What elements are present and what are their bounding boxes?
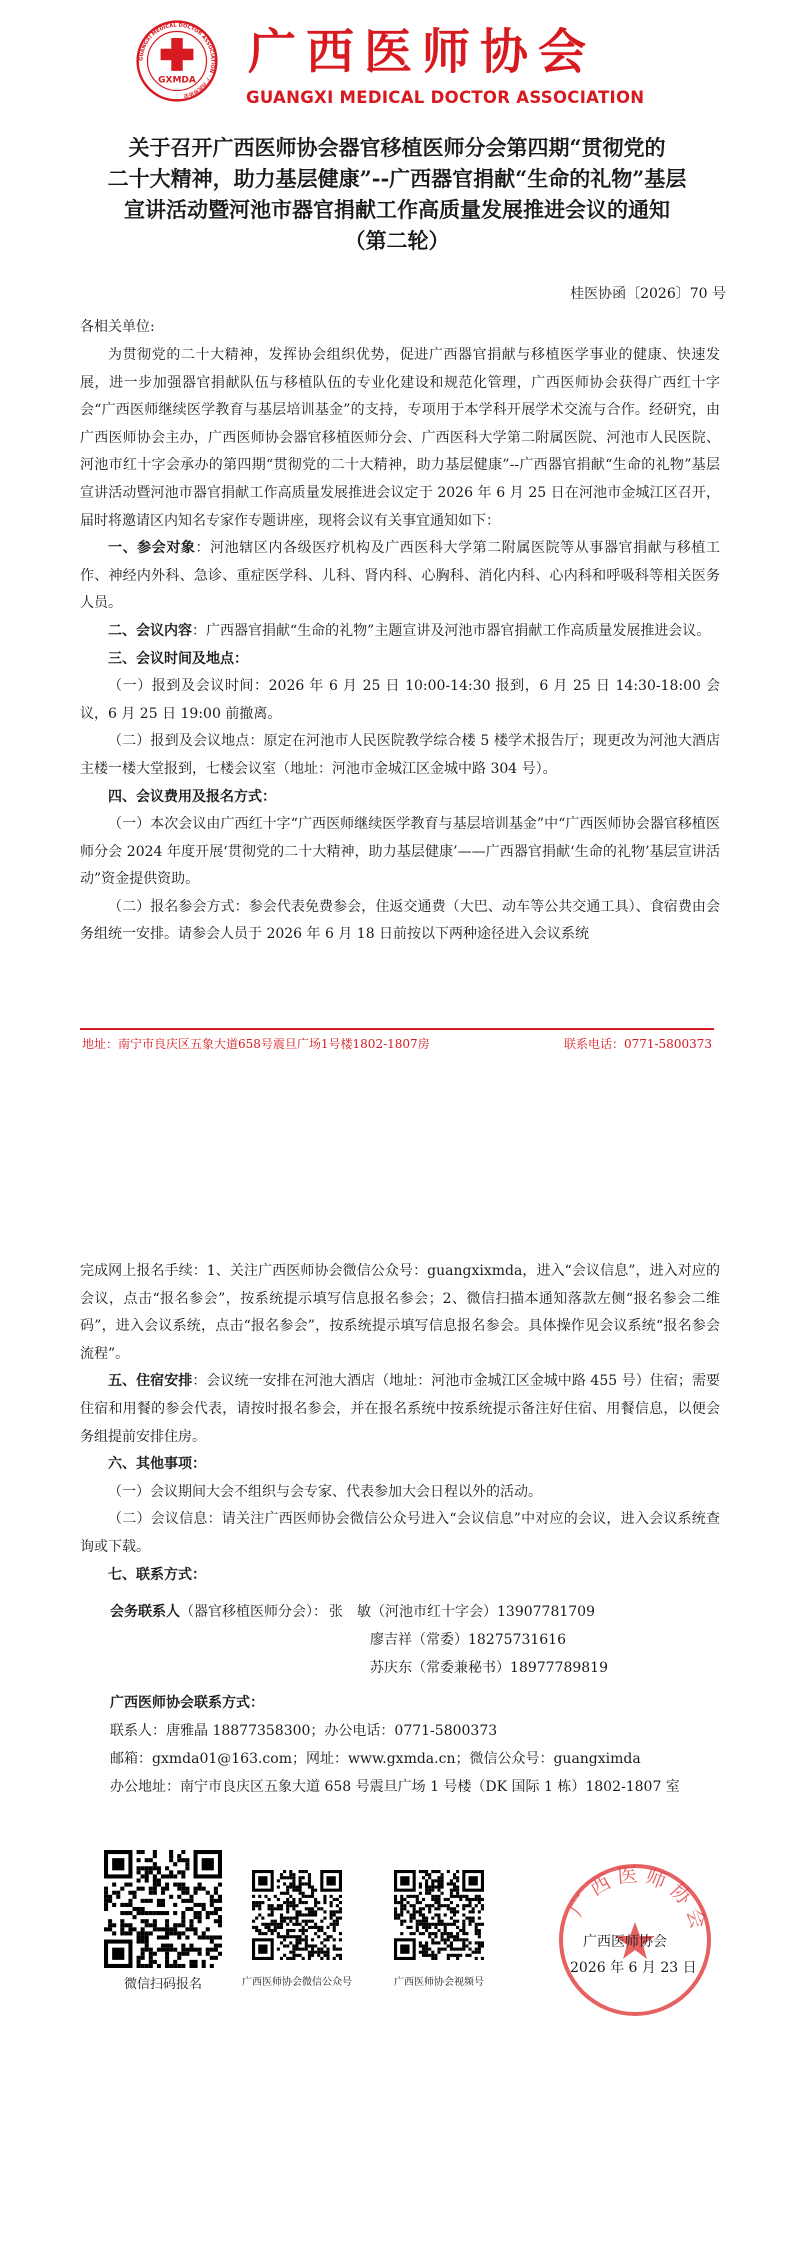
title-line: 宣讲活动暨河池市器官捐献工作高质量发展推进会议的通知 [124,197,670,222]
wechat-official-qr-icon[interactable] [252,1870,342,1960]
title-line: （第二轮） [344,228,450,253]
org-name-en: GUANGXI MEDICAL DOCTOR ASSOCIATION [246,88,645,107]
footer-divider [80,1028,714,1030]
section-time-place-heading: 三、会议时间及地点： [108,650,248,667]
notice-body [80,342,720,949]
assoc-address: 办公地址：南宁市良庆区五象大道 658 号震旦广场 1 号楼（DK 国际 1 栋）1802-1807 室 [110,1779,680,1795]
section-accommodation: 五、住宿安排：会议统一安排在河池大酒店（地址：河池市金城江区金城中路 455 号）住宿；需要住宿和用餐的参会代表，请按时报名参会，并在报名系统中按系统提示备注好住宿、用餐信息，以便会务组提前安排住房。 [80,1373,720,1445]
section-other-2: （二）会议信息：请关注广西医师协会微信公众号进入“会议信息”中对应的会议，进入会议系统查询或下载。 [80,1511,720,1555]
svg-text:GXMDA: GXMDA [158,75,196,86]
assoc-person: 联系人：唐雅晶 18877358300；办公电话：0771-5800373 [110,1723,498,1739]
signature-org: 广西医师协会 [583,1934,667,1950]
document-page-2 [0,1075,794,2244]
document-title [60,132,734,256]
letterhead [130,14,690,114]
affairs-label: 会务联系人 [110,1604,180,1620]
qr-caption: 微信扫码报名 [123,1977,202,1992]
svg-text:广西医师协会: 广西医师协会 [564,1862,713,1938]
footer-address: 地址：南宁市良庆区五象大道658号震旦广场1号楼1802-1807房 [82,1037,430,1051]
document-page-1 [0,0,794,1075]
section-place: （二）报到及会议地点：原定在河池市人民医院教学综合楼 5 楼学术报告厅；现更改为河池大酒店主楼一楼大堂报到，七楼会议室（地址：河池市金城江区金城中路 304 号）。 [80,733,720,777]
registration-continued: 完成网上报名手续：1、关注广西医师协会微信公众号：guangxixmda，进入“会议信息”，进入对应的会议，点击“报名参会”，按系统提示填写信息报名参会；2、微信扫描本通知落款左侧“报名参会二维码”，进入会议系统，点击“报名参会”，按系统提示填写信息报名参会。具体操作见会议系统“报名参会流程”。 [80,1263,720,1362]
title-line: 二十大精神，助力基层健康”--广西器官捐献“生命的礼物”基层 [107,166,687,191]
assoc-contact-label: 广西医师协会联系方式： [110,1695,264,1711]
section-content: 二、会议内容：广西器官捐献“生命的礼物”主题宣讲及河池市器官捐献工作高质量发展推进会议。 [108,622,711,639]
section-contact-heading: 七、联系方式： [108,1566,206,1583]
title-line: 关于召开广西医师协会器官移植医师分会第四期“贯彻党的 [128,135,666,160]
contact-liao: 廖吉祥（常委）18275731616 [370,1632,566,1648]
contact-zhang: 张 敏（河池市红十字会）13907781709 [329,1604,595,1620]
notice-body-continued [80,1258,720,1589]
signature-date: 2026 年 6 月 23 日 [570,1960,697,1976]
section-other-1: （一）会议期间大会不组织与会专家、代表参加大会日程以外的活动。 [108,1483,542,1500]
intro-paragraph: 为贯彻党的二十大精神，发挥协会组织优势，促进广西器官捐献与移植医学事业的健康、快速发展，进一步加强器官捐献队伍与移植队伍的专业化建设和规范化管理，广西医师协会获得广西红十字会“广西医师继续医学教育与基层培训基金”的支持，专项用于本学科开展学术交流与合作。经研究，由广西医师协会主办，广西医师协会器官移植医师分会、广西医科大学第二附属医院、河池市人民医院、河池市红十字会承办的第四期“贯彻党的二十大精神，助力基层健康”--广西器官捐献“生命的礼物”基层宣讲活动暨河池市器官捐献工作高质量发展推进会议定于 2026 年 6 月 25 日在河池市金城江区召开，届时将邀请区内知名专家作专题讲座，现将会议有关事宜通知如下： [80,347,720,529]
section-fees-heading: 四、会议费用及报名方式： [108,788,276,805]
registration-qr-icon[interactable] [104,1850,222,1968]
section-funding: （一）本次会议由广西红十字“广西医师继续医学教育与基层培训基金”中“广西医师协会器官移植医师分会 2024 年度开展‘贯彻党的二十大精神，助力基层健康’——广西器官捐献‘生命的礼物’基层宣讲活动”资金提供资助。 [80,816,720,888]
org-name-cn: 广西医师协会 [248,24,597,80]
section-other-heading: 六、其他事项： [108,1456,206,1473]
section-registration: （二）报名参会方式：参会代表免费参会，住返交通费（大巴、动车等公共交通工具）、食宿费由会务组统一安排。请参会人员于 2026 年 6 月 18 日前按以下两种途径进入会议系统 [80,898,720,943]
svg-text:GUANGXI MEDICAL DOCTOR ASSOCIA: GUANGXI MEDICAL DOCTOR ASSOCIATION · 广西医师协会 [138,22,216,99]
association-logo-icon [136,20,218,102]
qr-caption: 广西医师协会视频号 [394,1977,484,1988]
affairs-contacts: 会务联系人（器官移植医师分会）： 张 敏（河池市红十字会）13907781709 廖吉祥（常委）18275731616 苏庆东（常委兼秘书）18977789819 [110,1598,608,1682]
contact-su: 苏庆东（常委兼秘书）18977789819 [370,1660,608,1676]
video-channel-qr-icon[interactable] [394,1870,484,1960]
section-participants: 一、参会对象：河池辖区内各级医疗机构及广西医科大学第二附属医院等从事器官捐献与移植工作、神经内外科、急诊、重症医学科、儿科、肾内科、心胸科、消化内科、心内科和呼吸科等相关医务人员。 [80,540,721,612]
association-contacts [110,1689,680,1801]
footer-phone: 联系电话：0771-5800373 [563,1037,712,1051]
assoc-email: 邮箱：gxmda01@163.com；网址：www.gxmda.cn；微信公众号：guangximda [110,1751,641,1767]
qr-caption: 广西医师协会微信公众号 [242,1977,352,1988]
document-number: 桂医协函〔2026〕70 号 [570,286,726,302]
section-time: （一）报到及会议时间：2026 年 6 月 25 日 10:00-14:30 报到，6 月 25 日 14:30-18:00 会议，6 月 25 日 19:00 前撤离。 [80,678,720,722]
salutation: 各相关单位: [80,319,155,335]
